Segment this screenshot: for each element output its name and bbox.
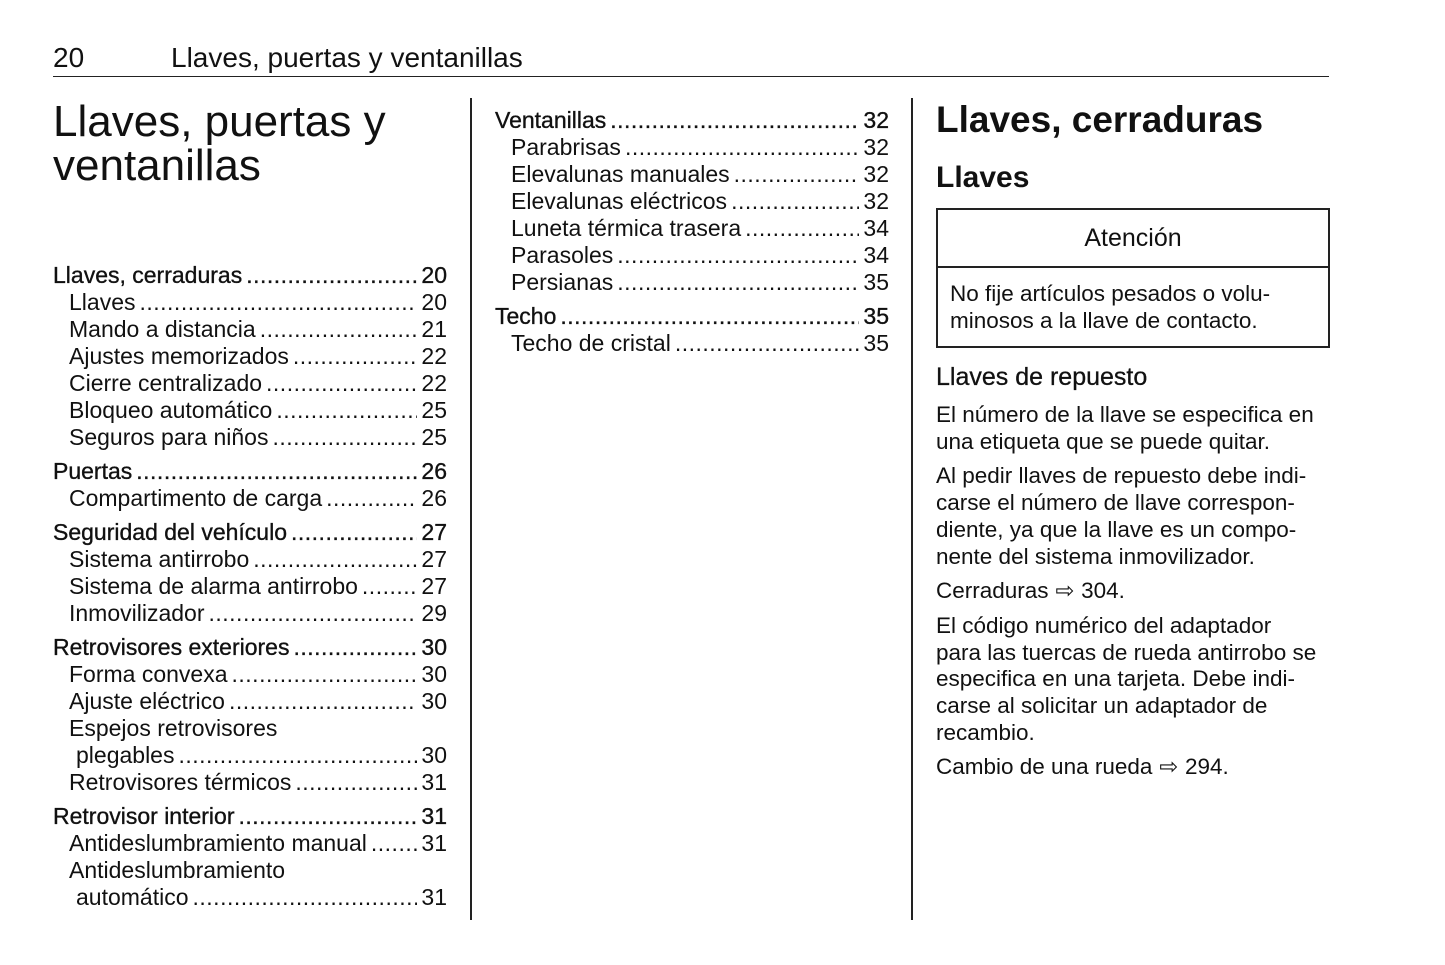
toc-page-number: 22 [421,343,447,369]
toc-label: Mando a distancia [69,316,256,342]
toc-entry-sub [53,289,447,316]
toc-entry-sub-continued [53,884,447,911]
toc-dot-leader [178,742,417,769]
page-reference-arrow-icon: ⇨ [1159,754,1179,780]
toc-label: Ajustes memorizados [69,343,289,369]
toc-entry-sub [495,134,889,161]
toc-label: Inmovilizador [69,600,205,626]
toc-label: Elevalunas manuales [511,161,730,187]
toc-page-number: 26 [421,485,447,511]
column-middle [495,107,889,364]
toc-label: Puertas [53,458,133,484]
reference-locks [936,578,1330,605]
toc-dot-leader [371,830,418,857]
toc-dot-leader [617,269,859,296]
toc-dot-leader [246,262,417,289]
toc-page-number: 34 [863,215,889,241]
toc-entry-sub [53,397,447,424]
page-number: 20 [53,42,85,73]
toc-label: Sistema antirrobo [69,546,250,572]
toc-label: Ventanillas [495,107,607,133]
paragraph-adapter-code [936,613,1330,747]
toc-label: Retrovisores exteriores [53,634,290,660]
paragraph-key-number [936,402,1330,455]
toc-dot-leader [136,458,417,485]
reference-page: 304. [1081,578,1125,604]
toc-group [495,303,889,357]
toc-entry-sub [495,215,889,242]
toc-entry-sub [53,769,447,796]
toc-label: Bloqueo automático [69,397,273,423]
toc-group [53,634,447,796]
toc-entry-sub [495,161,889,188]
toc-dot-leader [232,661,418,688]
toc-page-number: 31 [421,884,447,910]
text-line: nente del sistema inmovilizador. [936,543,1255,569]
chapter-title [53,97,447,190]
section-title: Llaves, cerraduras [936,99,1264,140]
toc-entry-sub [53,661,447,688]
toc-page-number: 22 [421,370,447,396]
paragraph-spare-keys [936,463,1330,570]
toc-page-number: 31 [421,769,447,795]
toc-label: Elevalunas eléctricos [511,188,728,214]
toc-entry-main [495,303,889,330]
toc-page-number: 27 [421,519,447,545]
toc-dot-leader [560,303,859,330]
toc-group [495,107,889,296]
toc-group [53,803,447,911]
reference-wheel-change [936,754,1330,781]
column-divider-2 [911,98,913,920]
attention-line: No fije artículos pesados o volu- [950,281,1271,306]
chapter-title-line1: Llaves, puertas y [53,97,386,146]
toc-page-number: 26 [421,458,447,484]
toc-dot-leader [293,634,417,661]
text-line: carse el número de llave correspon- [936,490,1295,516]
column-left [53,97,447,918]
toc-dot-leader [229,688,417,715]
toc-label: Compartimento de carga [69,485,323,511]
toc-entry-sub [53,573,447,600]
toc-label: Cierre centralizado [69,370,263,396]
chapter-title-line2: ventanillas [53,141,261,190]
toc-dot-leader [260,316,418,343]
text-line: Al pedir llaves de repuesto debe indi- [936,463,1307,489]
toc-entry-sub [53,857,447,884]
toc-label: Persianas [511,269,614,295]
toc-label: Sistema de alarma antirrobo [69,573,358,599]
toc-page-number: 30 [421,634,447,660]
toc-dot-leader [293,343,418,370]
toc-entry-sub [53,715,447,742]
toc-dot-leader [675,330,860,357]
toc-entry-sub [53,485,447,512]
toc-label: Techo de cristal [511,330,671,356]
toc-page-number: 32 [863,161,889,187]
toc-page-number: 29 [421,600,447,626]
toc-label: Parasoles [511,242,614,268]
toc-dot-leader [734,161,860,188]
toc-page-number: 30 [421,742,447,768]
toc-page-number: 25 [421,424,447,450]
toc-page-number: 25 [421,397,447,423]
toc-entry-main [53,262,447,289]
toc-entry-sub-continued [53,742,447,769]
reference-text: Cerraduras [936,578,1049,604]
column-right [936,98,1330,789]
toc-entry-sub [495,242,889,269]
toc-dot-leader [276,397,417,424]
toc-entry-sub [495,188,889,215]
toc-page-number: 20 [421,289,447,315]
toc-entry-main [53,519,447,546]
toc-dot-leader [326,485,417,512]
toc-label: Parabrisas [511,134,621,160]
toc-dot-leader [745,215,859,242]
attention-line: minosos a la llave de contacto. [950,308,1258,333]
text-line: El código numérico del adaptador [936,612,1272,638]
toc-group [53,262,447,451]
toc-entry-sub [53,424,447,451]
toc-page-number: 35 [863,330,889,356]
text-line: una etiqueta que se puede quitar. [936,428,1271,454]
section-subtitle: Llaves [936,161,1030,194]
toc-label: Retrovisor interior [53,803,235,829]
toc-entry-main [53,458,447,485]
text-line: carse al solicitar un adaptador de [936,693,1268,719]
toc-label: Llaves, cerraduras [53,262,243,288]
toc-entry-sub [495,330,889,357]
toc-entry-main [53,803,447,830]
toc-label: Techo [495,303,557,329]
toc-page-number: 30 [421,661,447,687]
text-line: El número de la llave se especifica en [936,402,1314,427]
toc-label: Luneta térmica trasera [511,215,742,241]
toc-entry-main [495,107,889,134]
text-line: para las tuercas de rueda antirrobo se [936,639,1317,665]
toc-dot-leader [239,803,418,830]
spare-keys-heading: Llaves de repuesto [936,363,1148,391]
toc-dot-leader [295,769,417,796]
text-line: especifica en una tarjeta. Debe indi- [936,666,1295,692]
toc-label: Forma convexa [69,661,228,687]
toc-dot-leader [253,546,417,573]
toc-page-number: 32 [863,107,889,133]
toc-page-number: 20 [421,262,447,288]
toc-dot-leader [266,370,417,397]
toc-dot-leader [625,134,859,161]
toc-page-number: 31 [421,803,447,829]
running-title: Llaves, puertas y ventanillas [171,42,523,73]
toc-label: Llaves [69,289,136,315]
toc-page-number: 27 [421,546,447,572]
toc-group [53,519,447,627]
toc-page-number: 21 [421,316,447,342]
toc-dot-leader [193,884,418,911]
toc-page-number: 35 [863,303,889,329]
toc-entry-sub [53,546,447,573]
toc-page-number: 27 [421,573,447,599]
toc-page-number: 34 [863,242,889,268]
toc-label: automático [76,884,189,910]
toc-page-number: 32 [863,188,889,214]
table-of-contents-left [53,262,447,911]
toc-entry-sub [53,830,447,857]
toc-label: Retrovisores térmicos [69,769,292,795]
attention-title: Atención [938,210,1328,268]
toc-entry-main [53,634,447,661]
toc-label: Seguridad del vehículo [53,519,287,545]
text-line: recambio. [936,719,1035,745]
toc-entry-sub [53,600,447,627]
toc-label: Antideslumbramiento [69,857,286,883]
column-divider-1 [470,98,472,920]
table-of-contents-right [495,107,889,357]
toc-dot-leader [139,289,417,316]
toc-page-number: 31 [421,830,447,856]
page-reference-arrow-icon: ⇨ [1055,578,1075,604]
toc-entry-sub [53,316,447,343]
toc-entry-sub [495,269,889,296]
toc-label: Ajuste eléctrico [69,688,225,714]
attention-text [938,268,1328,346]
page-header [53,40,1329,77]
toc-dot-leader [362,573,417,600]
toc-dot-leader [610,107,859,134]
toc-entry-sub [53,370,447,397]
toc-dot-leader [291,519,417,546]
reference-text: Cambio de una rueda [936,754,1153,780]
toc-entry-sub [53,343,447,370]
reference-page: 294. [1184,754,1229,780]
toc-dot-leader [617,242,859,269]
toc-page-number: 35 [863,269,889,295]
toc-page-number: 30 [421,688,447,714]
toc-label: Antideslumbramiento manual [69,830,367,856]
text-line: diente, ya que la llave es un compo- [936,516,1297,542]
toc-group [53,458,447,512]
toc-page-number: 32 [863,134,889,160]
toc-label: Espejos retrovisores [69,715,278,741]
toc-dot-leader [272,424,417,451]
attention-box [936,208,1330,348]
toc-dot-leader [731,188,859,215]
toc-label: Seguros para niños [69,424,269,450]
toc-entry-sub [53,688,447,715]
toc-label: plegables [76,742,175,768]
toc-dot-leader [209,600,418,627]
